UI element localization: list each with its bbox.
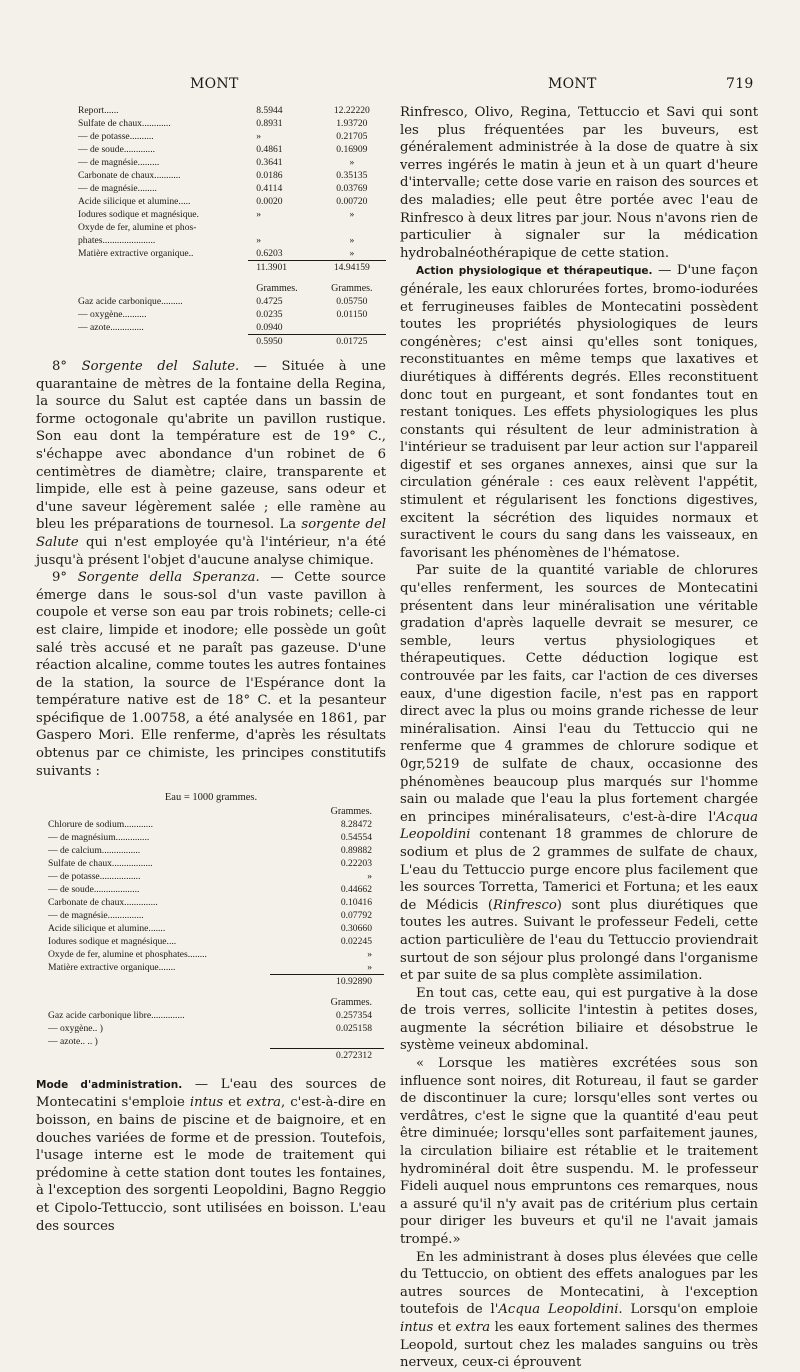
value-cell: »: [256, 131, 262, 142]
total-cell: 0.272312: [270, 1048, 384, 1062]
value-cell: 0.3641: [256, 157, 283, 168]
table-row: [76, 156, 386, 169]
value-cell: »: [349, 248, 355, 259]
table-row: [46, 961, 384, 975]
section-title-action: Action physiologique et thérapeutique.: [416, 265, 653, 278]
value-cell: »: [349, 157, 355, 168]
running-head-right: MONT: [548, 76, 597, 92]
substance-name: Report......: [78, 105, 119, 116]
value-cell: »: [256, 235, 262, 246]
paragraph-salute: 8° Sorgente del Salute. — Située à une quarantaine de mètres de la fontaine della Regina, la source du Salut est captée dans un bassin de forme octogonale qu'abrite un pavillon rustique. Son eau dont la température est de 19° C., s'échappe avec abondance d'un robinet de 6 centimètres de diamètre; claire, transparente et limpide, elle est à peine gazeuse, sans odeur et d'une saveur légèrement salée ; elle ramène au bleu les préparations de tournesol. La sorgente del Salute qui n'est employée qu'à l'intérieur, n'a été jusqu'à présent l'objet d'aucune analyse chimique.: [36, 359, 387, 568]
unit-label: Grammes.: [256, 283, 298, 294]
table-row: [46, 857, 384, 870]
right-column: [400, 104, 758, 1372]
substance-name: Carbonate de chaux..............: [48, 897, 158, 909]
table-row: [76, 182, 386, 195]
substance-name: — de calcium................: [48, 845, 141, 857]
substance-name: Matière extractive organique..: [78, 248, 194, 259]
spacer: [46, 988, 270, 996]
value-cell: 0.16909: [336, 144, 368, 155]
table-row: [76, 143, 386, 156]
table-row: [76, 130, 386, 143]
gas-name: — oxygène..........: [78, 309, 147, 320]
table-row: [76, 321, 386, 335]
table2-title: Eau = 1000 grammes.: [164, 792, 258, 804]
value-cell: »: [367, 949, 372, 961]
table-row: [46, 1022, 384, 1035]
empty-cell: [46, 996, 270, 1009]
substance-name: — de magnésie.........: [78, 157, 160, 168]
table-row: [76, 282, 386, 295]
value-cell: »: [349, 209, 355, 220]
value-cell: [318, 321, 386, 335]
spacer: [248, 274, 317, 282]
table-row: [76, 169, 386, 182]
value-cell: [318, 221, 386, 234]
value-cell: 0.01150: [336, 309, 368, 320]
table-row: [46, 948, 384, 961]
value-cell: 0.257354: [336, 1010, 372, 1022]
value-cell: 0.07792: [340, 910, 372, 922]
substance-name: Carbonate de chaux...........: [78, 170, 181, 181]
empty-cell: [76, 261, 248, 275]
gas-name: — oxygène.. ): [48, 1023, 103, 1035]
empty-cell: [46, 975, 270, 989]
running-head-left: MONT: [190, 76, 239, 92]
substance-name: — de magnésium..............: [48, 832, 150, 844]
value-cell: 0.89882: [340, 845, 372, 857]
value-cell: 0.02245: [340, 936, 372, 948]
value-cell: »: [367, 871, 372, 883]
value-cell: 0.03769: [336, 183, 368, 194]
table-row: [76, 195, 386, 208]
analysis-table-1: [76, 104, 386, 348]
value-cell: 0.35135: [336, 170, 368, 181]
table-row: [76, 234, 386, 247]
substance-name: — de magnésie........: [78, 183, 157, 194]
unit-label: Grammes.: [330, 806, 372, 818]
unit-label: Grammes.: [331, 283, 373, 294]
total-cell: 10.92890: [270, 975, 384, 989]
value-cell: 0.30660: [340, 923, 372, 935]
total-cell: 0.01725: [318, 335, 386, 349]
substance-name: Sulfate de chaux.................: [48, 858, 153, 870]
table-row: [76, 104, 386, 117]
substance-name: phates......................: [78, 235, 156, 246]
gas-name: — azote.. .. ): [48, 1036, 98, 1048]
left-column: [36, 104, 386, 1235]
table-row: [46, 909, 384, 922]
value-cell: 0.05750: [336, 296, 368, 307]
substance-name: Sulfate de chaux............: [78, 118, 171, 129]
table-row: [76, 221, 386, 234]
page-number: 719: [726, 76, 754, 92]
total-cell: 11.3901: [248, 261, 317, 275]
substance-name: — de soude.............: [78, 144, 156, 155]
value-cell: »: [349, 235, 355, 246]
table-row: [76, 295, 386, 308]
table-row: [46, 975, 384, 989]
section-title-mode: Mode d'administration.: [36, 1078, 183, 1091]
paragraph-purgative: En tout cas, cette eau, qui est purgative à la dose de trois verres, sollicite l'intestin à petites doses, augmente la sécrétion biliaire et désobstrue le système veineux abdominal.: [400, 985, 758, 1054]
paragraph-doses: En les administrant à doses plus élevées que celle du Tettuccio, on obtient des effets analogues par les autres sources de Montecatini, à l'exception toutefois de l'Acqua Leopoldini. Lorsqu'on emploie intus et extra les eaux fortement salines des thermes Leopold, surtout chez les malades sanguins ou très nerveux, ceux-ci éprouvent: [400, 1249, 758, 1371]
paragraph-action: Action physiologique et thérapeutique. — D'une façon générale, les eaux chlorurées fortes, bromo-iodurées et ferrugineuses faibles de Montecatini possèdent toutes les propriétés physiologiques de leurs congénères; c'est ainsi qu'elles sont toniques, reconstituantes en même temps que laxatives et diurétiques à différents degrés. Elles reconstituent donc tout en purgeant, et sont fondantes tout en restant toniques. Les effets physiologiques les plus constants qui résultent de leur administration à l'intérieur se traduisent par leur action sur l'appareil digestif et ses organes annexes, ainsi que sur la circulation générale : ces eaux relèvent l'appétit, stimulent et régularisent les fonctions digestives, excitent la sécrétion des liquides normaux et suractivent le cours du sang dans les vaisseaux, en favorisant les phénomènes de l'hématose.: [400, 263, 758, 561]
value-cell: 0.4725: [256, 296, 283, 307]
value-cell: 0.21705: [336, 131, 368, 142]
paragraph-quote-rotureau: « Lorsque les matières excrétées sous son influence sont noires, dit Rotureau, il faut se garder de discontinuer la cure; lorsqu'elles sont vertes ou verdâtres, c'est le signe que la quantité d'eau peut être diminuée; lorsqu'elles sont parfaitement jaunes, la circulation biliaire est rétablie et le traitement hydrominéral doit être suspendu. M. le professeur Fideli auquel nous empruntons ces remarques, nous a assuré qu'il n'y avait pas de critérium plus certain pour diriger les buveurs et qu'il ne l'avait jamais trompé.»: [400, 1056, 758, 1247]
substance-name: Chlorure de sodium............: [48, 819, 153, 831]
value-cell: »: [367, 962, 372, 974]
source-title-salute: Sorgente del Salute.: [81, 359, 240, 374]
gas-name: Gaz acide carbonique libre..............: [48, 1010, 185, 1022]
paragraph-gradation: Par suite de la quantité variable de chlorures qu'elles renferment, les sources de Montecatini présentent dans leur minéralisation une véritable gradation d'après laquelle devrait se mesurer, ce semble, leurs vertus physiologiques et thérapeutiques. Cette déduction logique est controuvée par les faits, car l'action de ces diverses eaux, d'une digestion facile, n'est pas en rapport direct avec la plus ou moins grande richesse de leur minéralisation. Ainsi l'eau du Tettuccio qui ne renferme que 4 grammes de chlorure sodique et 0gr,5219 de sulfate de chaux, occasionne des phénomènes beaucoup plus marqués sur l'homme sain ou malade que l'eau la plus fortement chargée en principes minéralisateurs, c'est-à-dire l'Acqua Leopoldini contenant 18 grammes de chlorure de sodium et plus de 2 grammes de sulfate de chaux, L'eau du Tettuccio purge encore plus facilement que les sources Torretta, Tamerici et Fortuna; et les eaux de Médicis (Rinfresco) sont plus diurétiques que toutes les autres. Suivant le professeur Fedeli, cette action particulière de l'eau du Tettuccio proviendrait surtout de son séjour plus prolongé dans l'organisme et par suite de sa plus complète assimilation.: [400, 563, 758, 984]
table-row: [46, 870, 384, 883]
analysis-table-2: [46, 805, 384, 1062]
table-row: [46, 883, 384, 896]
gas-name: — azote..............: [78, 322, 144, 333]
paragraph-dosage: Rinfresco, Olivo, Regina, Tettuccio et Savi qui sont les plus fréquentées par les buveurs, est généralement administrée à la dose de quatre à six verres ingérés le matin à jeun et à un quart d'heure d'intervalle; cette dose varie en raison des sources et des maladies; elle peut être portée avec l'eau de Rinfresco à deux litres par jour. Nous n'avons rien de particulier à signaler sur la médication hydrobalnéothérapique de cette station.: [400, 105, 758, 261]
table-row: [46, 935, 384, 948]
total-cell: 0.5950: [248, 335, 317, 349]
table-row: [46, 1048, 384, 1062]
table-row: [76, 308, 386, 321]
table-row: [76, 261, 386, 275]
empty-cell: [46, 805, 270, 818]
value-cell: 0.4861: [256, 144, 283, 155]
value-cell: [270, 1035, 384, 1048]
empty-cell: [46, 1048, 270, 1062]
value-cell: [248, 221, 317, 234]
spacer: [318, 274, 386, 282]
substance-name: Oxyde de fer, alumine et phos-: [78, 222, 197, 233]
paragraph-mode-administration: Mode d'administration. — L'eau des sources de Montecatini s'emploie intus et extra, c'est-à-dire en boisson, en bains de piscine et de baignoire, et en douches variées de forme et de pression. Toutefois, l'usage interne est le mode de traitement qui prédomine à cette station dont toutes les fontaines, à l'exception des sorgenti Leopoldini, Bagno Reggio et Cipolo-Tettuccio, sont utilisées en boisson. L'eau des sources: [36, 1076, 387, 1234]
substance-name: — de magnésie...............: [48, 910, 144, 922]
substance-name: Iodures sodique et magnésique.: [78, 209, 199, 220]
value-cell: 8.5944: [256, 105, 283, 116]
substance-name: Matière extractive organique.......: [48, 962, 176, 974]
value-cell: 0.00720: [336, 196, 368, 207]
substance-name: Acide silicique et alumine.......: [48, 923, 166, 935]
value-cell: 0.8931: [256, 118, 283, 129]
total-cell: 14.94159: [318, 261, 386, 275]
table-row: [46, 818, 384, 831]
table-row: [46, 896, 384, 909]
paragraph-speranza: 9° Sorgente della Speranza. — Cette source émerge dans le sous-sol d'un vaste pavillon à coupole et verse son eau par trois robinets; celle-ci est claire, limpide et inodore; elle possède un goût salé très accusé et ne paraît pas gazeuse. D'une réaction alcaline, comme toutes les autres fontaines de la station, la source de l'Espérance dont la température native est de 18° C. et la pesanteur spécifique de 1.00758, a été analysée en 1861, par Gaspero Mori. Elle renferme, d'après les résultats obtenus par ce chimiste, les principes constitutifs suivants :: [36, 570, 386, 779]
value-cell: 0.54554: [340, 832, 372, 844]
gas-name: Gaz acide carbonique.........: [78, 296, 183, 307]
table-row: [46, 1009, 384, 1022]
spacer: [270, 988, 384, 996]
substance-name: — de potasse.................: [48, 871, 141, 883]
table-row: [76, 274, 386, 282]
value-cell: 0.025158: [336, 1023, 372, 1035]
empty-cell: [76, 282, 248, 295]
table-row: [46, 805, 384, 818]
table-row: [46, 1035, 384, 1048]
table-row: [76, 117, 386, 130]
value-cell: 8.28472: [340, 819, 372, 831]
table-row: [46, 831, 384, 844]
value-cell: 0.44662: [340, 884, 372, 896]
empty-cell: [76, 335, 248, 349]
table-row: [76, 247, 386, 261]
table-row: [46, 996, 384, 1009]
value-cell: »: [256, 209, 262, 220]
value-cell: 0.22203: [340, 858, 372, 870]
value-cell: 0.4114: [256, 183, 283, 194]
value-cell: 0.0235: [256, 309, 283, 320]
substance-name: Iodures sodique et magnésique....: [48, 936, 177, 948]
table-row: [46, 844, 384, 857]
substance-name: Oxyde de fer, alumine et phosphates........: [48, 949, 207, 961]
value-cell: 0.6203: [256, 248, 283, 259]
substance-name: — de soude...................: [48, 884, 140, 896]
spacer: [76, 274, 248, 282]
value-cell: 0.10416: [340, 897, 372, 909]
value-cell: 0.0020: [256, 196, 283, 207]
table-row: [76, 335, 386, 349]
substance-name: Acide silicique et alumine.....: [78, 196, 191, 207]
table-row: [46, 988, 384, 996]
substance-name: — de potasse..........: [78, 131, 154, 142]
table-row: [76, 208, 386, 221]
value-cell: 12.22220: [333, 105, 370, 116]
value-cell: 1.93720: [336, 118, 368, 129]
table-row: [46, 922, 384, 935]
source-title-speranza: Sorgente della Speranza.: [77, 570, 260, 586]
value-cell: 0.0186: [256, 170, 283, 181]
unit-label: Grammes.: [330, 997, 372, 1009]
value-cell: 0.0940: [256, 322, 283, 333]
